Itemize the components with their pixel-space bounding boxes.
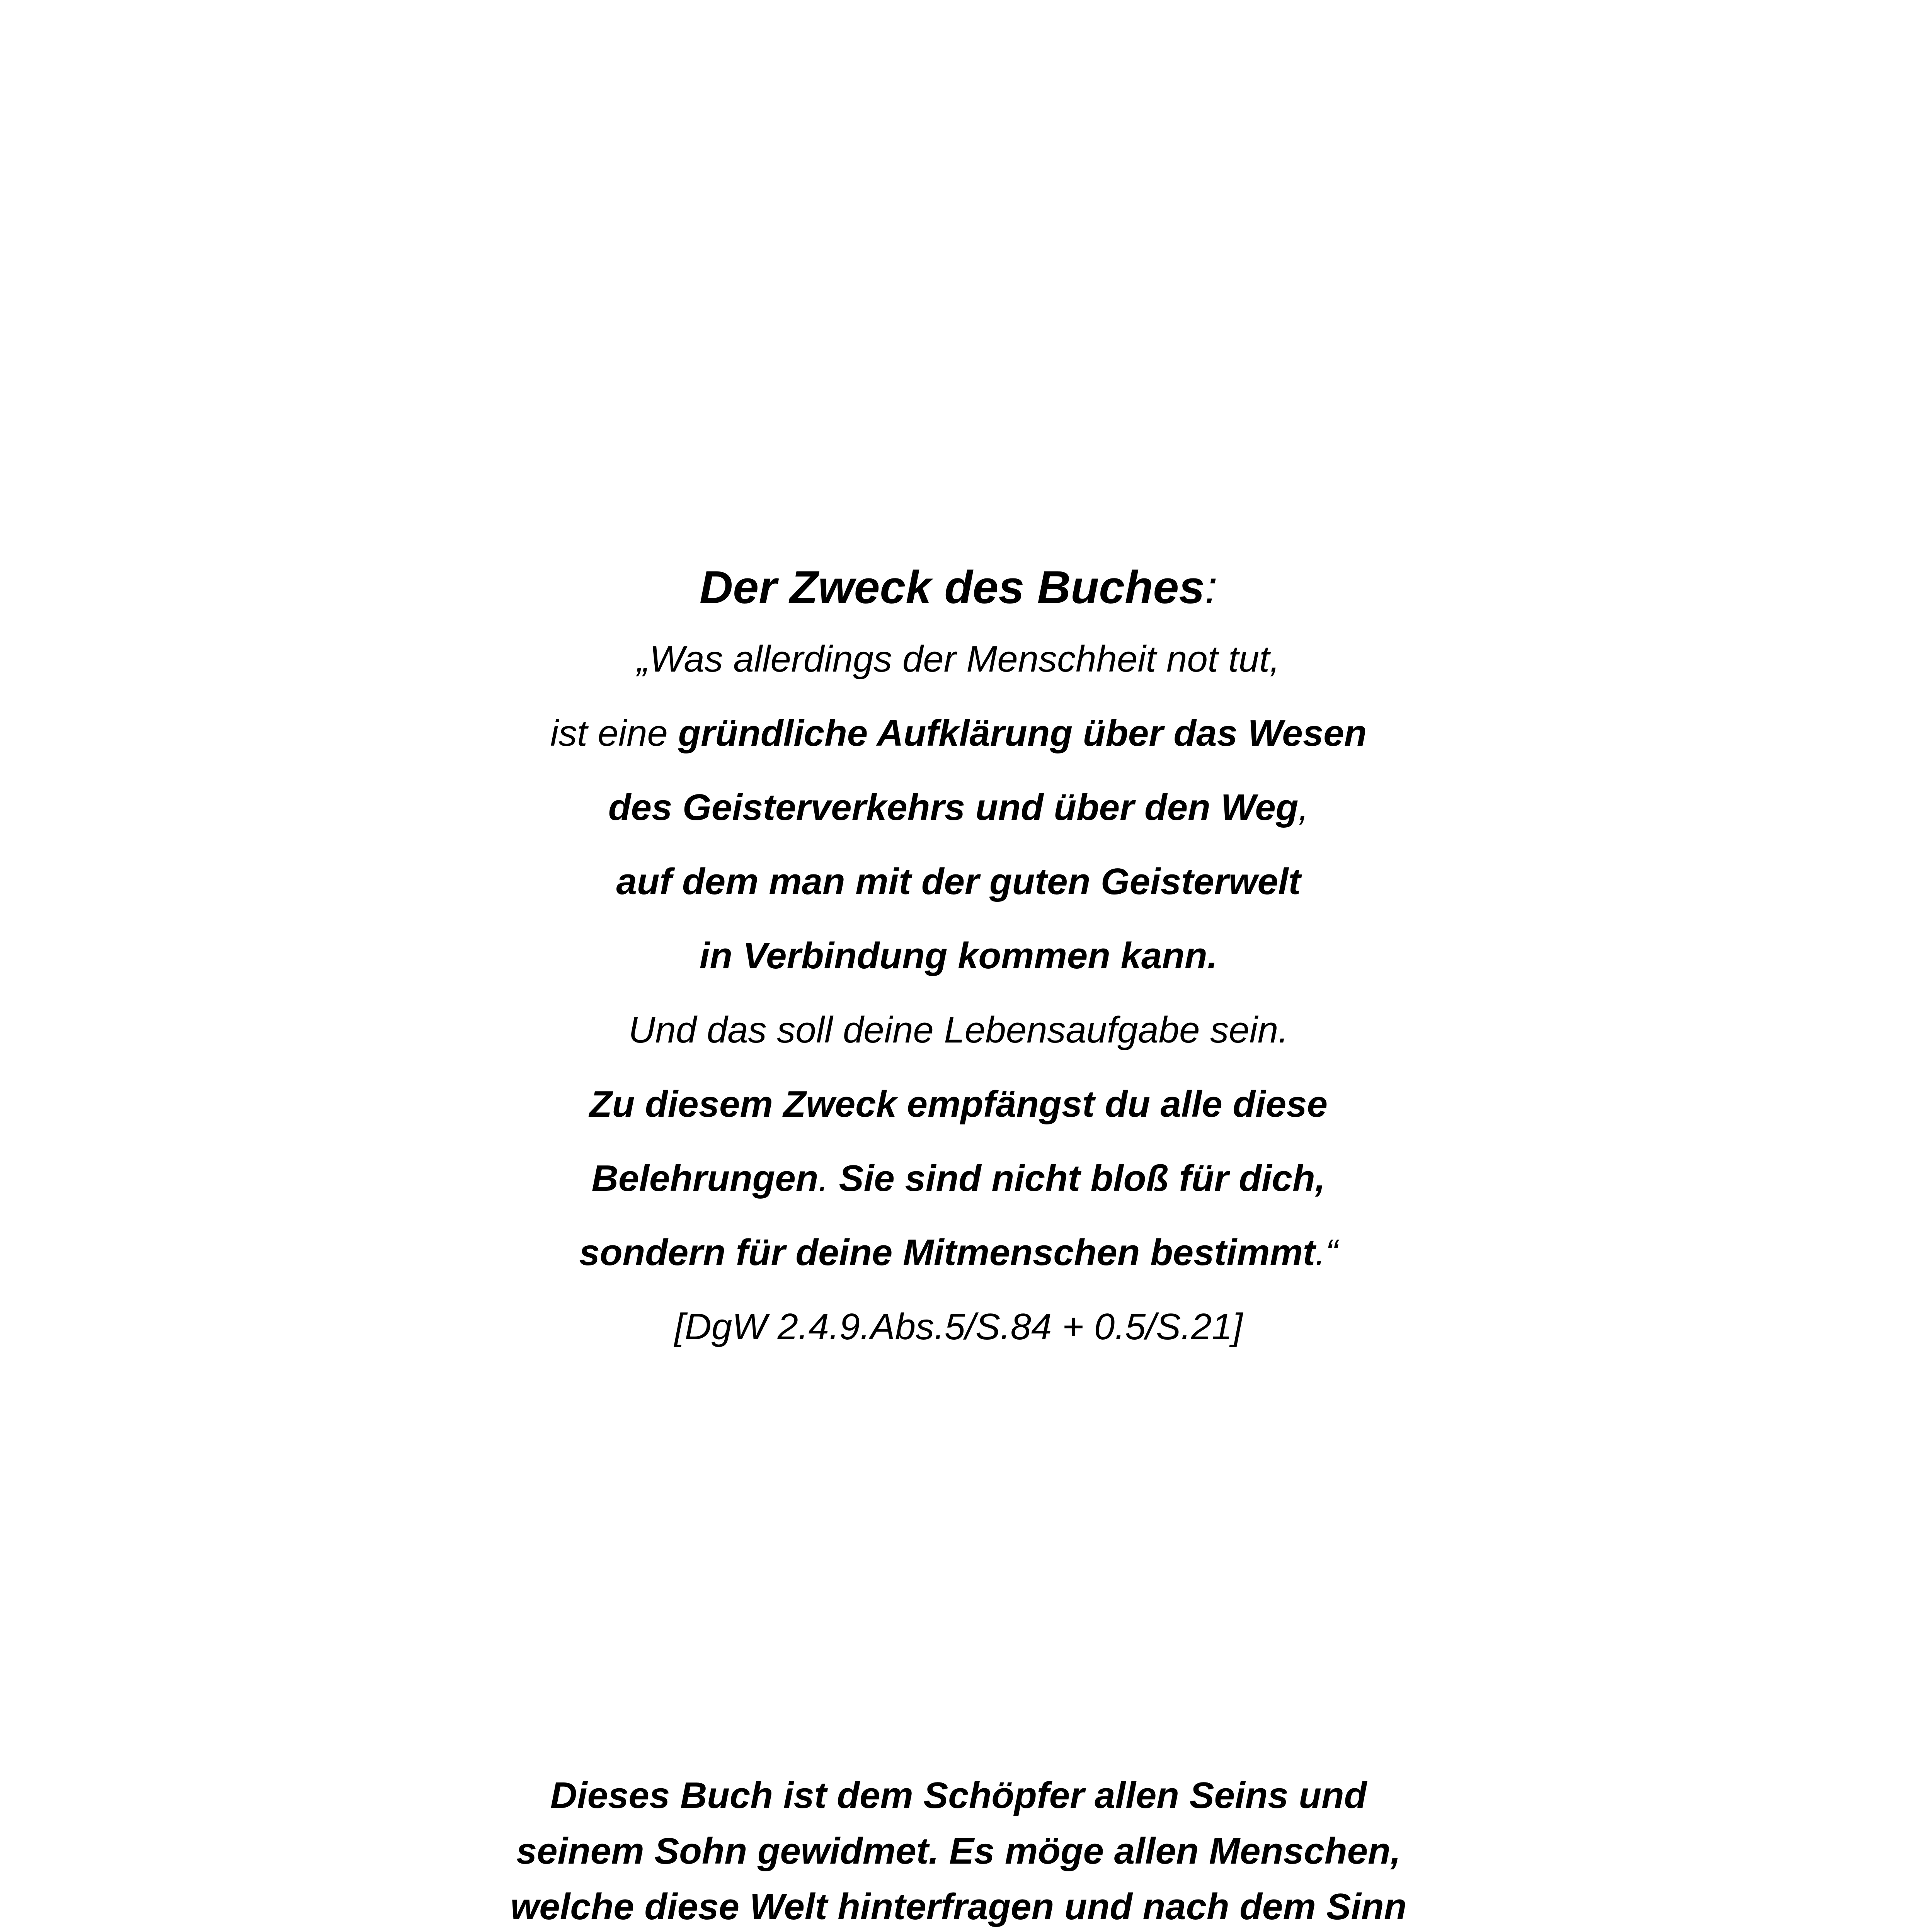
reference-text: [DgW 2.4.9.Abs.5/S.84 + 0.5/S.21] bbox=[674, 1306, 1243, 1347]
quote-text-bold: Zu diesem Zweck empfängst du alle diese bbox=[589, 1083, 1328, 1125]
purpose-section bbox=[0, 556, 1917, 1364]
quote-line-3 bbox=[0, 770, 1917, 845]
quote-text-bold: Sie sind nicht bloß für dich, bbox=[839, 1158, 1326, 1199]
section-title-text: Der Zweck des Buches bbox=[699, 561, 1205, 613]
dedication-line-3: welche diese Welt hinterfragen und nach dem Sinn bbox=[510, 1886, 1407, 1927]
dedication-line-2: seinem Sohn gewidmet. Es möge allen Menschen, bbox=[516, 1830, 1401, 1872]
quote-text-bold: des Geisterverkehrs und über den Weg bbox=[608, 787, 1299, 828]
quote-text: .“ bbox=[1315, 1232, 1338, 1273]
quote-text: Und das soll deine Lebensaufgabe sein. bbox=[628, 1009, 1289, 1051]
section-title-colon: : bbox=[1204, 561, 1218, 613]
quote-line-1 bbox=[0, 622, 1917, 696]
quote-text-bold: Belehrungen bbox=[591, 1158, 819, 1199]
quote-text: ist eine bbox=[550, 713, 678, 754]
quote-text: „Was allerdings der Menschheit not tut, bbox=[637, 638, 1280, 680]
quote-text-bold: sondern für deine Mitmenschen bestimmt bbox=[579, 1232, 1315, 1273]
quote-text-bold: in Verbindung kommen kann. bbox=[699, 935, 1218, 976]
quote-text: . bbox=[818, 1158, 839, 1199]
quote-text: , bbox=[1298, 787, 1309, 828]
dedication-line-1: Dieses Buch ist dem Schöpfer allen Seins und bbox=[550, 1775, 1367, 1816]
quote-line-7 bbox=[0, 1067, 1917, 1141]
quote-line-9 bbox=[0, 1216, 1917, 1290]
dedication-section bbox=[0, 1768, 1917, 1932]
quote-line-6 bbox=[0, 993, 1917, 1067]
quote-text-bold: gründliche Aufklärung über das Wesen bbox=[678, 713, 1367, 754]
quote-line-5 bbox=[0, 919, 1917, 993]
quote-line-4 bbox=[0, 845, 1917, 919]
quote-line-2 bbox=[0, 696, 1917, 770]
quote-line-8 bbox=[0, 1141, 1917, 1216]
quote-reference bbox=[0, 1290, 1917, 1364]
quote-text-bold: auf dem man mit der guten Geisterwelt bbox=[616, 861, 1301, 902]
section-title bbox=[0, 556, 1917, 618]
